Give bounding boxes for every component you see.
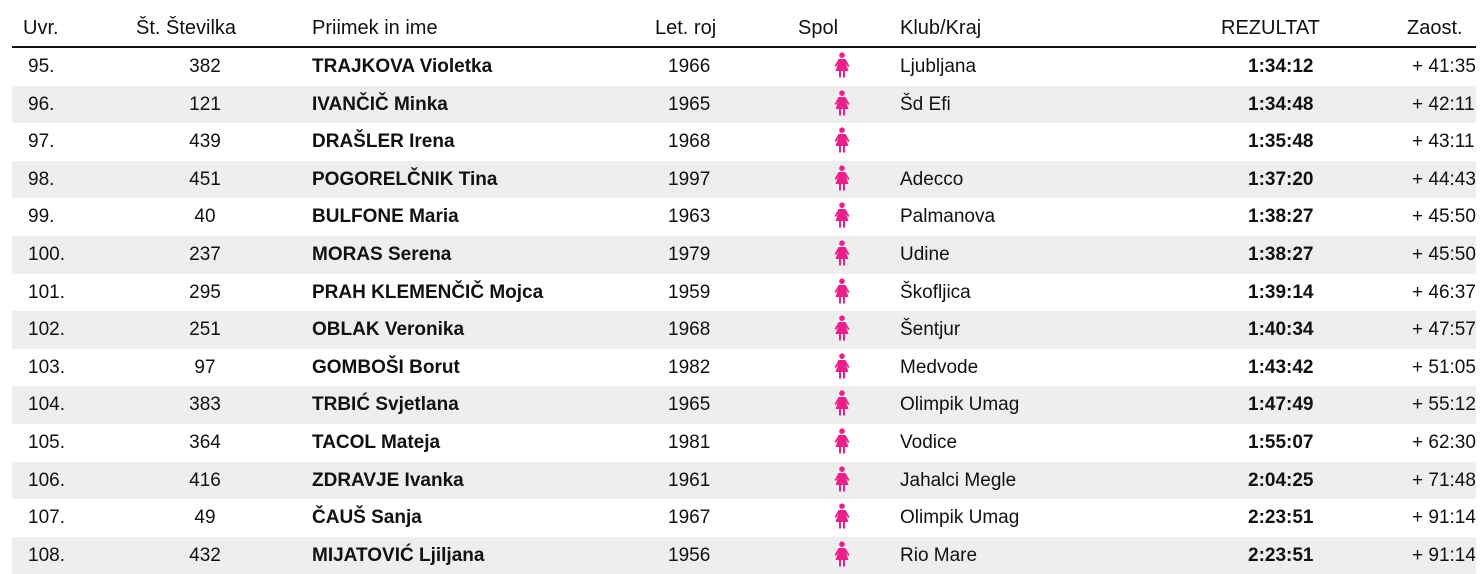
header-year: Let. roj [655,17,717,39]
name-cell: POGORELČNIK Tina [312,168,498,190]
table-row [12,311,1476,349]
year-cell: 1965 [668,93,711,115]
year-cell: 1979 [668,243,711,265]
club-cell: Škofljica [900,281,971,303]
rank-cell: 98. [28,168,55,190]
sex-cell [834,127,850,159]
name-cell: ZDRAVJE Ivanka [312,469,464,491]
bib-cell: 416 [189,469,221,491]
sex-cell [834,353,850,385]
rank-cell: 99. [28,206,55,228]
header-name: Priimek in ime [312,17,438,39]
club-cell: Olimpik Umag [900,394,1020,416]
result-cell: 1:34:12 [1248,56,1314,77]
diff-cell: + 62:30 [1412,431,1476,453]
name-cell: PRAH KLEMENČIČ Mojca [312,281,544,303]
table-row [12,236,1476,274]
sex-cell [834,52,850,84]
sex-cell [834,278,850,310]
name-cell: OBLAK Veronika [312,319,465,341]
table-row [12,123,1476,161]
result-cell: 2:04:25 [1248,469,1314,491]
club-cell: Olimpik Umag [900,507,1020,529]
result-cell: 1:35:48 [1248,131,1314,153]
result-cell: 1:55:07 [1248,431,1314,453]
table-row [12,161,1476,199]
header-sex: Spol [798,17,839,39]
female-icon [834,390,850,416]
result-cell: 1:38:27 [1248,206,1314,228]
sex-cell [834,165,850,197]
result-cell: 1:39:14 [1248,281,1314,303]
year-cell: 1967 [668,507,711,529]
rank-cell: 95. [28,56,55,77]
diff-cell: + 47:57 [1412,319,1476,341]
table-row [12,86,1476,124]
bib-cell: 49 [194,507,216,529]
name-cell: MIJATOVIĆ Ljiljana [312,544,485,566]
female-icon [834,315,850,341]
club-cell: Palmanova [900,206,996,228]
female-icon [834,165,850,191]
bib-cell: 439 [189,131,221,153]
table-header [12,8,1476,48]
name-cell: MORAS Serena [312,243,452,265]
bib-cell: 251 [189,319,221,341]
diff-cell: + 42:11 [1412,93,1475,115]
table-row [12,386,1476,424]
name-cell: ČAUŠ Sanja [312,507,422,529]
rank-cell: 102. [28,319,65,341]
rank-cell: 100. [28,243,65,265]
result-cell: 1:37:20 [1248,168,1314,190]
table-row [12,349,1476,387]
name-cell: DRAŠLER Irena [312,131,455,153]
name-cell: TACOL Mateja [312,431,441,453]
bib-cell: 451 [189,168,221,190]
female-icon [834,503,850,529]
bib-cell: 40 [194,206,216,228]
bib-cell: 97 [194,356,216,378]
sex-cell [834,466,850,498]
sex-cell [834,541,850,573]
results-table [12,8,1476,574]
table-row [12,198,1476,236]
rank-cell: 101. [28,281,65,303]
club-cell: Jahalci Megle [900,469,1017,491]
diff-cell: + 43:11 [1412,131,1475,153]
table-row [12,48,1476,86]
header-bib: Št. Številka [136,17,237,39]
table-row [12,499,1476,537]
bib-cell: 432 [189,544,221,566]
diff-cell: + 46:37 [1412,281,1476,303]
result-cell: 1:40:34 [1248,319,1314,341]
table-row [12,274,1476,312]
year-cell: 1981 [668,431,711,453]
table-row [12,462,1476,500]
female-icon [834,127,850,153]
year-cell: 1968 [668,319,711,341]
female-icon [834,466,850,492]
year-cell: 1959 [668,281,711,303]
rank-cell: 105. [28,431,65,453]
name-cell: GOMBOŠI Borut [312,356,460,378]
rank-cell: 96. [28,93,55,115]
female-icon [834,52,850,78]
club-cell: Vodice [900,431,958,453]
diff-cell: + 45:50 [1412,206,1476,228]
female-icon [834,353,850,379]
year-cell: 1982 [668,356,711,378]
year-cell: 1965 [668,394,711,416]
diff-cell: + 45:50 [1412,243,1476,265]
bib-cell: 121 [189,93,221,115]
year-cell: 1997 [668,168,711,190]
diff-cell: + 51:05 [1412,356,1476,378]
year-cell: 1966 [668,56,711,77]
club-cell: Rio Mare [900,544,978,566]
female-icon [834,240,850,266]
sex-cell [834,240,850,272]
result-cell: 2:23:51 [1248,507,1314,529]
rank-cell: 97. [28,131,55,153]
sex-cell [834,315,850,347]
female-icon [834,202,850,228]
name-cell: BULFONE Maria [312,206,459,228]
club-cell: Medvode [900,356,979,378]
table-row [12,424,1476,462]
bib-cell: 382 [189,56,221,77]
header-result: REZULTAT [1221,17,1320,39]
female-icon [834,541,850,567]
diff-cell: + 44:43 [1412,168,1476,190]
sex-cell [834,428,850,460]
club-cell: Šd Efi [900,93,951,115]
year-cell: 1968 [668,131,711,153]
club-cell: Udine [900,243,950,265]
sex-cell [834,202,850,234]
result-cell: 2:23:51 [1248,544,1314,566]
diff-cell: + 91:14 [1412,544,1476,566]
female-icon [834,278,850,304]
result-cell: 1:34:48 [1248,93,1314,115]
result-cell: 1:38:27 [1248,243,1314,265]
diff-cell: + 71:48 [1412,469,1476,491]
year-cell: 1956 [668,544,711,566]
rank-cell: 108. [28,544,65,566]
year-cell: 1963 [668,206,711,228]
bib-cell: 295 [189,281,221,303]
header-rank: Uvr. [23,17,59,39]
rank-cell: 103. [28,356,65,378]
table-row [12,537,1476,574]
club-cell: Ljubljana [900,56,977,77]
bib-cell: 237 [189,243,221,265]
female-icon [834,90,850,116]
name-cell: TRAJKOVA Violetka [312,56,493,77]
rank-cell: 106. [28,469,65,491]
diff-cell: + 55:12 [1412,394,1476,416]
bib-cell: 383 [189,394,221,416]
name-cell: TRBIĆ Svjetlana [312,394,459,416]
sex-cell [834,90,850,122]
result-cell: 1:43:42 [1248,356,1314,378]
diff-cell: + 91:14 [1412,507,1476,529]
name-cell: IVANČIČ Minka [312,93,448,115]
female-icon [834,428,850,454]
sex-cell [834,390,850,422]
club-cell: Šentjur [900,319,961,341]
diff-cell: + 41:35 [1412,56,1476,77]
header-club: Klub/Kraj [900,17,982,39]
year-cell: 1961 [668,469,711,491]
header-diff: Zaost. [1407,17,1463,39]
rank-cell: 107. [28,507,65,529]
sex-cell [834,503,850,535]
bib-cell: 364 [189,431,221,453]
rank-cell: 104. [28,394,65,416]
result-cell: 1:47:49 [1248,394,1314,416]
club-cell: Adecco [900,168,964,190]
table-body [12,48,1476,574]
